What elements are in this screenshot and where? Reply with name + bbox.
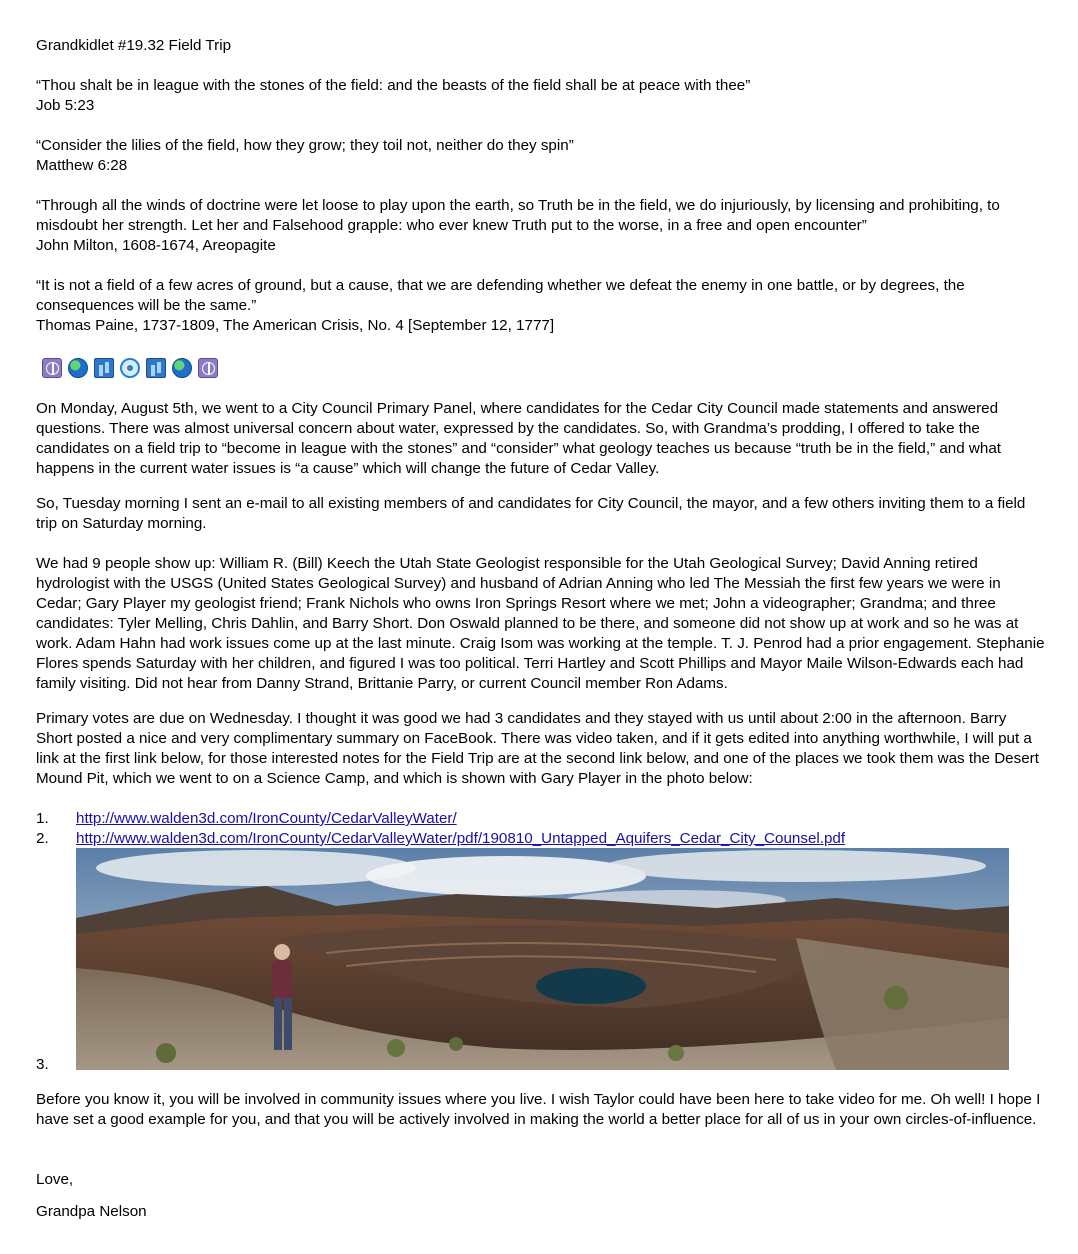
quote-1	[36, 76, 1046, 116]
quote-text: “Through all the winds of doctrine were let loose to play upon the earth, so Truth be in the field, we do injuriously, by licensing and prohibiting, to misdoubt her strength. Let her and Falsehood grapple: who ever knew Truth put to the worse, in a free and open encounter”	[36, 197, 1000, 234]
quote-text: “Consider the lilies of the field, how they grow; they toil not, neither do they spin”	[36, 137, 574, 154]
quote-source: Matthew 6:28	[36, 157, 128, 174]
globe-icon	[68, 358, 88, 378]
biohazard-icon	[120, 358, 140, 378]
link-untapped-aquifers-pdf[interactable]: http://www.walden3d.com/IronCounty/CedarValleyWater/pdf/190810_Untapped_Aquifers_Cedar_City_Counsel.pdf	[76, 830, 846, 847]
quote-3	[36, 196, 1046, 256]
quote-4	[36, 276, 1046, 336]
paragraph-attendees: We had 9 people show up: William R. (Bill) Keech the Utah State Geologist responsible for the Utah Geological Survey; David Anning retired hydrologist with the USGS (United States Geological Survey) and husband of Adrian Anning who led The Messiah the first few years we were in Cedar; Gary Player my geologist friend; Frank Nichols who owns Iron Springs Resort where we met; John a videographer; Grandma; and three candidates: Tyler Melling, Chris Dahlin, and Barry Short. Don Oswald planned to be there, and someone did not show up at work and so he was at work. Adam Hahn had work issues come up at the last minute. Craig Isom was working at the temple. T. J. Penrod had a prior engagement. Stephanie Flores spends Saturday with her children, and figured I was too political. Terri Hartley and Scott Phillips and Mayor Maile Wilson-Edwards each had family visiting. Did not hear from Danny Strand, Brittanie Parry, or current Council member Ron Adams.	[36, 555, 1045, 692]
paragraph-closing: Before you know it, you will be involved in community issues where you live. I wish Taylor could have been here to take video for me. Oh well! I hope I have set a good example for you, and that you will be actively involved in making the world a better place for all of us in your own circles-of-influence.	[36, 1091, 1041, 1128]
list-number: 1.	[36, 810, 49, 827]
signoff: Love,	[36, 1171, 74, 1188]
peace-icon	[42, 358, 62, 378]
quote-text: “Thou shalt be in league with the stones of the field: and the beasts of the field shall be at peace with thee”	[36, 77, 751, 94]
letter-title: Grandkidlet #19.32 Field Trip	[36, 37, 232, 54]
quote-2	[36, 136, 1046, 176]
paragraph-email: So, Tuesday morning I sent an e-mail to all existing members of and candidates for City Council, the mayor, and a few others inviting them to a field trip on Saturday morning.	[36, 495, 1026, 532]
paragraph-primary-votes: Primary votes are due on Wednesday. I thought it was good we had 3 candidates and they stayed with us until about 2:00 in the afternoon. Barry Short posted a nice and very complimentary summary on FaceBook. There was video taken, and if it gets edited into anything worthwhile, I will put a link at the first link below, for those interested notes for the Field Trip are at the second link below, and one of the places we took them was the Desert Mound Pit, which we went to on a Science Camp, and which is shown with Gary Player in the photo below:	[36, 710, 1039, 787]
city-icon	[146, 358, 166, 378]
city-icon	[94, 358, 114, 378]
list-number: 3.	[36, 1056, 49, 1073]
paragraph-panel: On Monday, August 5th, we went to a City Council Primary Panel, where candidates for the Cedar City Council made statements and answered questions. There was almost universal concern about water, expressed by the candidates. So, with Grandma’s prodding, I offered to take the candidates on a field trip to “become in league with the stones” and “consider” what geology teaches us because “truth be in the field,” and what happens in the current water issues is “a cause” which will change the future of Cedar Valley.	[36, 400, 1001, 477]
icon-divider	[42, 358, 218, 378]
quote-source: Job 5:23	[36, 97, 95, 114]
quote-text: “It is not a field of a few acres of ground, but a cause, that we are defending whether we defeat the enemy in one battle, or by degrees, the consequences will be the same.”	[36, 277, 965, 314]
signature: Grandpa Nelson	[36, 1203, 147, 1220]
peace-icon	[198, 358, 218, 378]
quote-source: John Milton, 1608-1674, Areopagite	[36, 237, 276, 254]
globe-icon	[172, 358, 192, 378]
link-cedar-valley-water[interactable]: http://www.walden3d.com/IronCounty/CedarValleyWater/	[76, 810, 457, 827]
list-number: 2.	[36, 830, 49, 847]
quote-source: Thomas Paine, 1737-1809, The American Crisis, No. 4 [September 12, 1777]	[36, 317, 555, 334]
desert-mound-pit-photo	[76, 848, 1009, 1070]
